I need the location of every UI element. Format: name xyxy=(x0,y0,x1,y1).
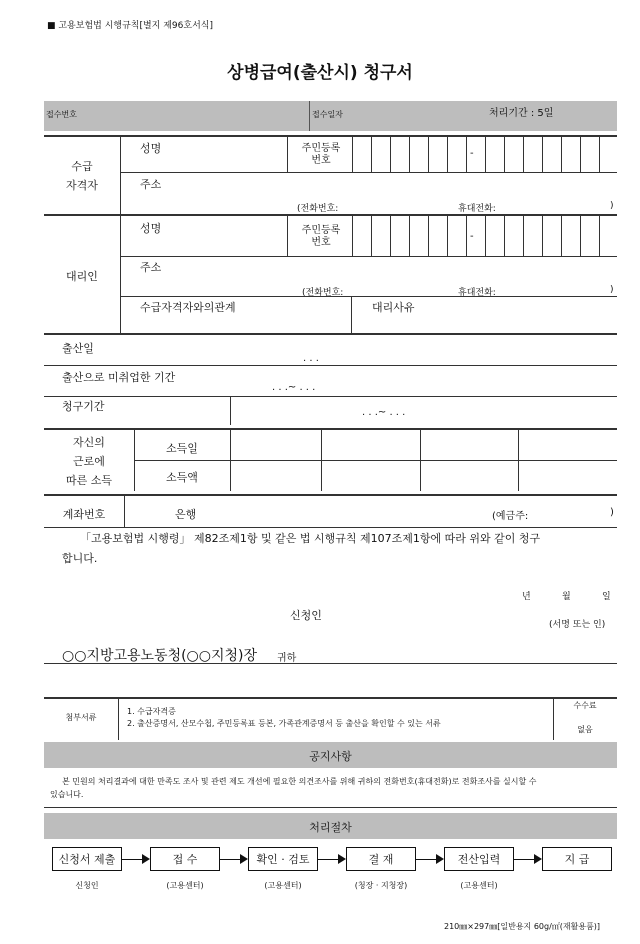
unemployed-period-label: 출산으로 미취업한 기간 xyxy=(62,371,176,384)
notice-text-2: 있습니다. xyxy=(50,790,84,799)
claimant-phone-label: (전화번호: xyxy=(297,204,339,214)
arrow-icon xyxy=(534,854,542,864)
notice-title: 공지사항 xyxy=(309,750,352,763)
unemployed-period-value: . . .~ . . . xyxy=(272,382,316,393)
holder-label: (예금주: xyxy=(492,511,529,522)
receipt-no-label: 접수번호 xyxy=(46,110,77,119)
step-receipt: 접 수 xyxy=(150,847,220,871)
date-month: 월 xyxy=(562,592,571,602)
birth-date-value: . . . xyxy=(303,353,319,364)
birth-date-label: 출산일 xyxy=(62,342,94,355)
step-actor: (청장 · 지청장) xyxy=(354,881,408,890)
recipient-suffix: 귀하 xyxy=(277,653,297,664)
agent-address-label: 주소 xyxy=(140,261,162,274)
step-submit: 신청서 제출 xyxy=(52,847,122,871)
agent-rrn-label: 주민등록 번호 xyxy=(301,225,341,248)
attachment-item-2: 2. 출산증명서, 산모수첩, 주민등록표 등본, 가족관계증명서 등 출산을 확인할 수 있는 서류 xyxy=(127,719,441,728)
step-payment: 지 급 xyxy=(542,847,612,871)
arrow-icon xyxy=(142,854,150,864)
claim-period-label: 청구기간 xyxy=(62,400,105,413)
agent-label: 대리인 xyxy=(66,270,98,283)
processing-period: 처리기간 : 5일 xyxy=(489,108,554,119)
step-actor: (고용센터) xyxy=(166,881,204,890)
arrow-icon xyxy=(436,854,444,864)
claimant-rrn-label: 주민등록 번호 xyxy=(301,143,341,166)
declaration-line-1: 「고용보험법 시행령」 제82조제1항 및 같은 법 시행규칙 제107조제1항에 따라 위와 같이 청구 xyxy=(80,532,541,545)
step-review: 확인 · 검토 xyxy=(248,847,318,871)
agent-reason-label: 대리사유 xyxy=(372,301,415,314)
agent-relation-label: 수급자격자와의관계 xyxy=(140,301,236,314)
page-title: 상병급여(출산시) 청구서 xyxy=(227,63,413,83)
claim-period-value: . . .~ . . . xyxy=(362,407,406,418)
income-label-2: 근로에 xyxy=(73,455,105,468)
claimant-rrn-dash: - xyxy=(470,148,474,159)
paper-size-footer: 210㎜×297㎜[일반용지 60g/㎡(재활용품)] xyxy=(444,922,601,931)
step-actor: (고용센터) xyxy=(460,881,498,890)
agent-phone-label: (전화번호: xyxy=(302,288,344,298)
claimant-label-1: 수급 xyxy=(71,160,93,173)
claimant-mobile-label: 휴대전화: xyxy=(458,204,496,214)
recipient: ○○지방고용노동청(○○지청)장 xyxy=(62,648,258,664)
form-id: ■ 고용보험법 시행규칙[별지 제96호서식] xyxy=(47,21,213,31)
fee-value: 없음 xyxy=(577,725,593,734)
income-days-label: 소득일 xyxy=(166,442,198,455)
procedure-title: 처리절차 xyxy=(309,821,352,834)
claimant-name-label: 성명 xyxy=(140,142,162,155)
step-approval: 결 재 xyxy=(346,847,416,871)
sign-label: (서명 또는 인) xyxy=(549,620,606,630)
step-actor: (고용센터) xyxy=(264,881,302,890)
receipt-date-label: 접수일자 xyxy=(312,110,343,119)
agent-name-label: 성명 xyxy=(140,222,162,235)
agent-rrn-dash: - xyxy=(470,231,474,242)
income-amount-label: 소득액 xyxy=(166,471,198,484)
attachments-label: 첨부서류 xyxy=(65,713,97,722)
income-label-3: 따른 소득 xyxy=(65,474,112,487)
step-input: 전산입력 xyxy=(444,847,514,871)
arrow-icon xyxy=(338,854,346,864)
declaration-line-2: 합니다. xyxy=(62,552,98,565)
claimant-address-label: 주소 xyxy=(140,178,162,191)
date-year: 년 xyxy=(522,592,531,602)
arrow-icon xyxy=(240,854,248,864)
step-actor: 신청인 xyxy=(75,881,99,890)
claimant-label-2: 자격자 xyxy=(66,179,98,192)
account-label: 계좌번호 xyxy=(62,508,106,521)
attachment-item-1: 1. 수급자격증 xyxy=(127,707,176,716)
notice-text-1: 본 민원의 처리결과에 대한 만족도 조사 및 관련 제도 개선에 필요한 의견조사를 위해 귀하의 전화번호(휴대전화)로 전화조사를 실시할 수 xyxy=(62,777,537,786)
date-day: 일 xyxy=(602,592,611,602)
income-label-1: 자신의 xyxy=(73,436,105,449)
applicant-label: 신청인 xyxy=(290,609,322,622)
bank-label: 은행 xyxy=(175,508,197,521)
agent-mobile-label: 휴대전화: xyxy=(458,288,496,298)
fee-label: 수수료 xyxy=(573,701,597,710)
